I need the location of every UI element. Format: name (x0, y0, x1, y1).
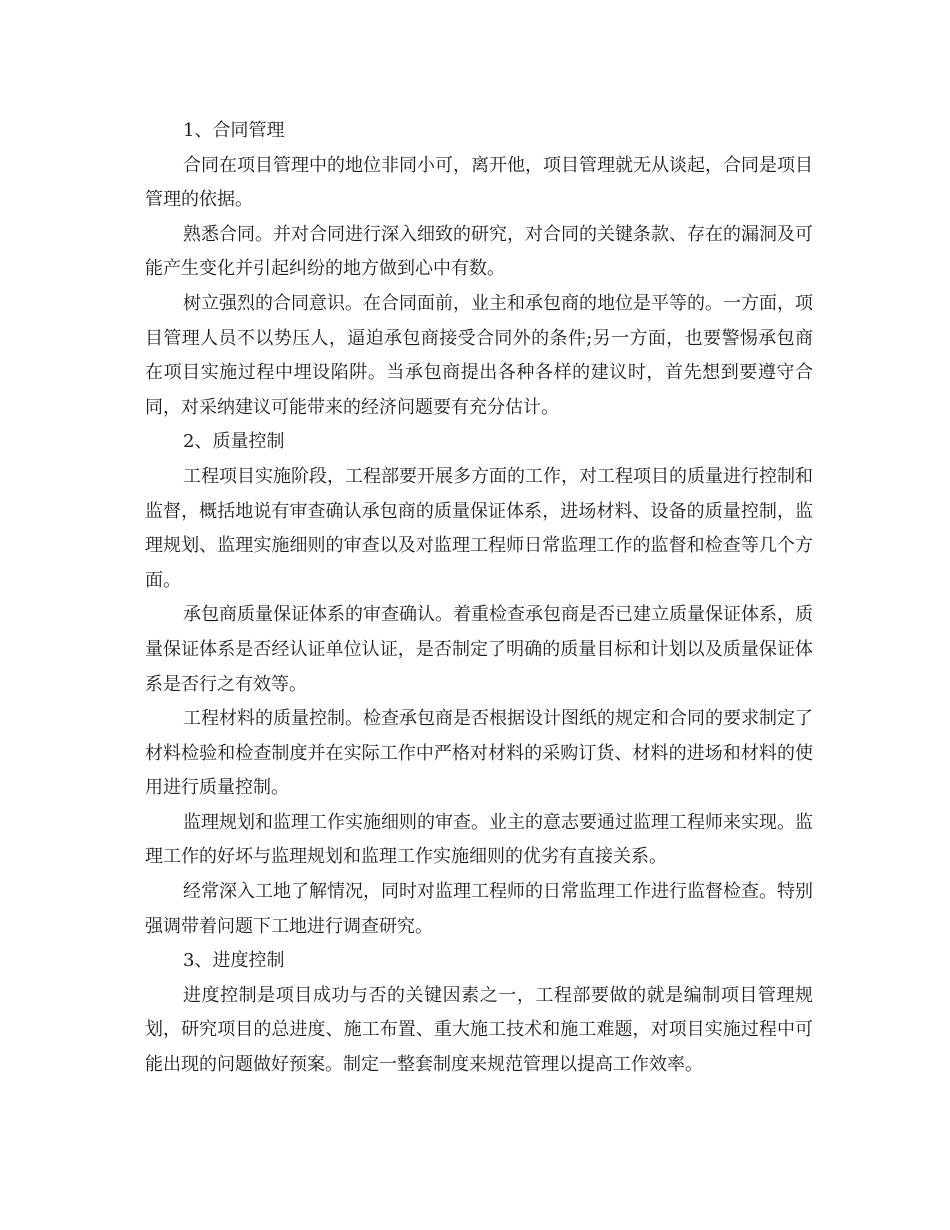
paragraph: 承包商质量保证体系的审查确认。着重检查承包商是否已建立质量保证体系，质量保证体系是否经认证单位认证，是否制定了明确的质量目标和计划以及质量保证体系是否行之有效等。 (145, 604, 813, 695)
document-body (145, 114, 813, 1083)
paragraph: 监理规划和监理工作实施细则的审查。业主的意志要通过监理工程师来实现。监理工作的好坏与监理规划和监理工作实施细则的优劣有直接关系。 (145, 811, 813, 868)
section-heading-contract: 1、合同管理 (183, 120, 285, 141)
paragraph: 进度控制是项目成功与否的关键因素之一，工程部要做的就是编制项目管理规划，研究项目的总进度、施工布置、重大施工技术和施工难题，对项目实施过程中可能出现的问题做好预案。制定一整套制度来规范管理以提高工作效率。 (145, 984, 813, 1076)
section-heading-schedule: 3、进度控制 (183, 950, 285, 972)
paragraph: 熟悉合同。并对合同进行深入细致的研究，对合同的关键条款、存在的漏洞及可能产生变化并引起纠纷的地方做到心中有数。 (145, 223, 813, 280)
section-heading-quality: 2、质量控制 (183, 431, 285, 453)
paragraph: 工程材料的质量控制。检查承包商是否根据设计图纸的规定和合同的要求制定了材料检验和检查制度并在实际工作中严格对材料的采购订货、材料的进场和材料的使用进行质量控制。 (145, 708, 813, 799)
paragraph: 树立强烈的合同意识。在合同面前，业主和承包商的地位是平等的。一方面，项目管理人员不以势压人，逼迫承包商接受合同外的条件;另一方面，也要警惕承包商在项目实施过程中埋设陷阱。当承包商提出各种各样的建议时，首先想到要遵守合同，对采纳建议可能带来的经济问题要有充分估计。 (145, 292, 813, 418)
paragraph: 经常深入工地了解情况，同时对监理工程师的日常监理工作进行监督检查。特别强调带着问题下工地进行调查研究。 (145, 881, 813, 937)
paragraph: 工程项目实施阶段，工程部要开展多方面的工作，对工程项目的质量进行控制和监督，概括地说有审查确认承包商的质量保证体系，进场材料、设备的质量控制，监理规划、监理实施细则的审查以及对监理工程师日常监理工作的监督和检查等几个方面。 (145, 465, 813, 591)
paragraph: 合同在项目管理中的地位非同小可，离开他，项目管理就无从谈起，合同是项目管理的依据。 (145, 154, 813, 211)
